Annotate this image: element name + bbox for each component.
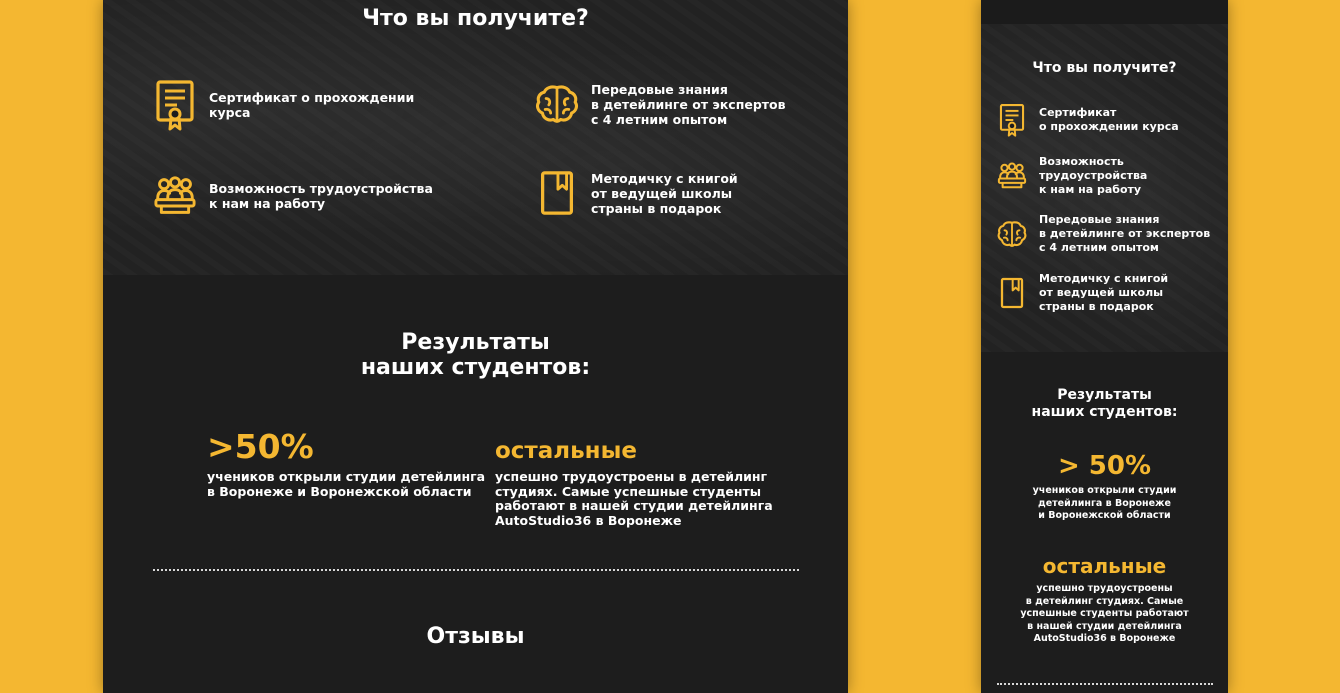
desktop-page xyxy=(103,0,848,693)
feature-label: Методичку с книгой от ведущей школы страны в подарок xyxy=(591,170,738,216)
feature-label: Сертификат о прохождении курса xyxy=(209,90,415,120)
mobile-page xyxy=(981,0,1228,693)
feature-label: Сертификат о прохождении курса xyxy=(1039,106,1179,133)
book-icon xyxy=(535,169,579,217)
benefits-title-mobile: Что вы получите? xyxy=(1032,60,1177,76)
stat-others-employed xyxy=(495,436,773,528)
benefits-section xyxy=(103,0,848,275)
feature-manual xyxy=(535,169,738,217)
book-icon xyxy=(997,276,1027,310)
feature-knowledge-mobile xyxy=(997,213,1210,255)
stat-value: остальные xyxy=(1042,554,1167,578)
stat-description: учеников открыли студии детейлинга в Воронеже и Воронежской области xyxy=(1032,485,1177,521)
feature-label: Методичку с книгой от ведущей школы страны в подарок xyxy=(1039,272,1169,313)
feature-manual-mobile xyxy=(997,272,1168,314)
stat-description: успешно трудоустроены в детейлинг студиях. Самые успешные студенты работают в нашей студии детейлинга AutoStudio36 в Воронеже xyxy=(1020,583,1189,644)
feature-label: Возможность трудоустройства к нам на работу xyxy=(1039,155,1148,196)
feature-certificate-mobile xyxy=(997,103,1179,137)
feature-certificate xyxy=(153,81,414,129)
team-icon xyxy=(153,172,197,220)
feature-employment-mobile xyxy=(997,155,1147,197)
team-icon xyxy=(997,159,1027,193)
certificate-icon xyxy=(153,81,197,129)
mobile-top-strip xyxy=(981,0,1228,24)
stat-value: остальные xyxy=(495,438,637,464)
feature-label: Возможность трудоустройства к нам на работу xyxy=(209,181,433,211)
results-title: Результаты наших студентов: xyxy=(360,330,591,380)
stat-value: >50% xyxy=(207,427,314,466)
stat-studios-opened xyxy=(207,428,485,499)
section-divider-mobile xyxy=(997,683,1213,685)
results-title-mobile: Результаты наших студентов: xyxy=(1031,387,1178,420)
stat-value: > 50% xyxy=(1057,451,1152,481)
feature-employment xyxy=(153,172,433,220)
stat-description: успешно трудоустроены в детейлинг студиях. Самые успешные студенты работают в нашей студии детейлинга AutoStudio36 в Воронеже xyxy=(495,469,773,528)
brain-icon xyxy=(997,217,1027,251)
feature-label: Передовые знания в детейлинге от экспертов с 4 летним опытом xyxy=(1039,213,1211,254)
stat-studios-opened-mobile xyxy=(981,451,1228,523)
reviews-title: Отзывы xyxy=(426,624,525,649)
feature-knowledge xyxy=(535,80,786,128)
brain-icon xyxy=(535,80,579,128)
stat-description: учеников открыли студии детейлинга в Воронеже и Воронежской области xyxy=(207,469,486,499)
feature-label: Передовые знания в детейлинге от экспертов с 4 летним опытом xyxy=(591,81,786,127)
section-divider xyxy=(153,569,799,571)
benefits-title: Что вы получите? xyxy=(362,6,589,31)
stat-others-employed-mobile xyxy=(981,553,1228,646)
certificate-icon xyxy=(997,103,1027,137)
